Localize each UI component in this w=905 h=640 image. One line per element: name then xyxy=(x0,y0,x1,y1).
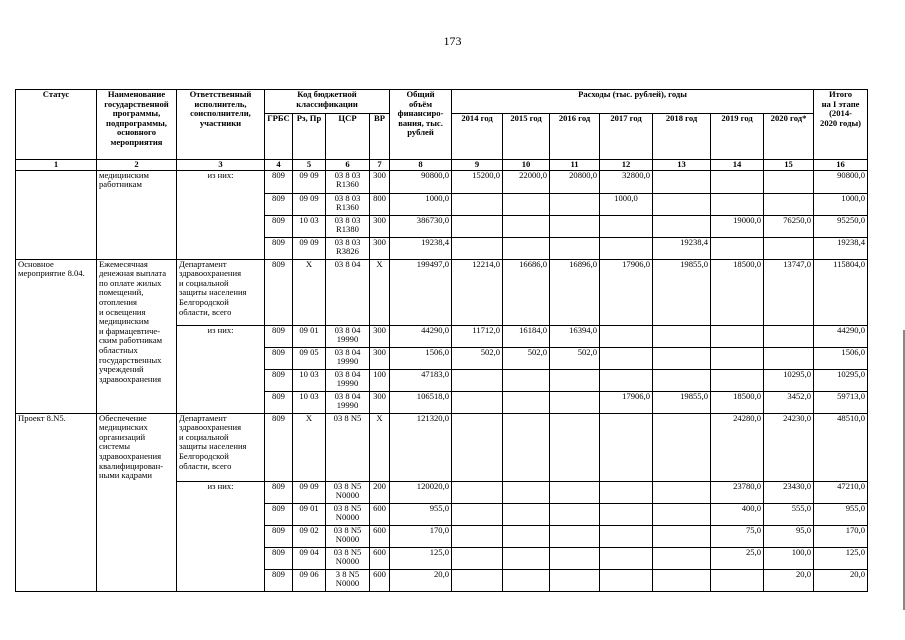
vr-cell: 300 xyxy=(370,391,390,413)
page-number: 173 xyxy=(443,34,462,48)
y2014-cell: 15200,0 xyxy=(452,170,503,193)
vr-cell: Х xyxy=(370,259,390,325)
y2018-cell xyxy=(653,193,711,215)
y2018-cell xyxy=(653,215,711,237)
y2017-cell xyxy=(600,525,653,547)
header-year-2015: 2015 год xyxy=(503,114,550,160)
grbs-cell: 809 xyxy=(265,215,293,237)
y2019-cell xyxy=(711,237,764,259)
header-year-2016: 2016 год xyxy=(550,114,600,160)
y2014-cell xyxy=(452,525,503,547)
budget-table xyxy=(15,89,868,592)
vr-cell: Х xyxy=(370,413,390,481)
grbs-cell: 809 xyxy=(265,193,293,215)
executor-cell: Департамент здравоохранения и социальной защиты населения Белгородской области, всего xyxy=(177,413,265,481)
total-cell: 106518,0 xyxy=(390,391,452,413)
col-num: 3 xyxy=(177,160,265,171)
grbs-cell: 809 xyxy=(265,413,293,481)
col-num: 9 xyxy=(452,160,503,171)
grbs-cell: 809 xyxy=(265,237,293,259)
header-status: Статус xyxy=(16,90,97,160)
y2015-cell xyxy=(503,391,550,413)
csr-cell: 03 8 04 19990 xyxy=(326,369,370,391)
y2015-cell xyxy=(503,369,550,391)
grbs-cell: 809 xyxy=(265,503,293,525)
rz-cell: 09 09 xyxy=(293,481,326,503)
y2018-cell xyxy=(653,369,711,391)
y2020-cell xyxy=(764,325,814,347)
y2014-cell xyxy=(452,569,503,591)
y2015-cell xyxy=(503,193,550,215)
y2019-cell: 18500,0 xyxy=(711,259,764,325)
vr-cell: 600 xyxy=(370,503,390,525)
header-csr: ЦСР xyxy=(326,114,370,160)
executor-cell: из них: xyxy=(177,170,265,259)
y2017-cell xyxy=(600,369,653,391)
header-year-2014: 2014 год xyxy=(452,114,503,160)
y2016-cell: 20800,0 xyxy=(550,170,600,193)
section-measure-8-04 xyxy=(16,259,868,413)
vr-cell: 300 xyxy=(370,215,390,237)
y2016-cell xyxy=(550,547,600,569)
y2014-cell xyxy=(452,481,503,503)
grbs-cell: 809 xyxy=(265,391,293,413)
y2018-cell: 19855,0 xyxy=(653,391,711,413)
y2016-cell xyxy=(550,193,600,215)
csr-cell: 03 8 N5 xyxy=(326,413,370,481)
vr-cell: 300 xyxy=(370,347,390,369)
y2020-cell xyxy=(764,193,814,215)
col-num: 2 xyxy=(97,160,177,171)
rz-cell: Х xyxy=(293,413,326,481)
y2016-cell: 16394,0 xyxy=(550,325,600,347)
sum-cell: 19238,4 xyxy=(814,237,868,259)
y2017-cell xyxy=(600,413,653,481)
col-num: 1 xyxy=(16,160,97,171)
y2019-cell: 18500,0 xyxy=(711,391,764,413)
y2018-cell xyxy=(653,481,711,503)
sum-cell: 95250,0 xyxy=(814,215,868,237)
y2014-cell xyxy=(452,215,503,237)
col-num: 7 xyxy=(370,160,390,171)
sum-cell: 48510,0 xyxy=(814,413,868,481)
y2014-cell xyxy=(452,369,503,391)
y2015-cell xyxy=(503,503,550,525)
y2018-cell xyxy=(653,170,711,193)
y2014-cell xyxy=(452,391,503,413)
y2018-cell: 19855,0 xyxy=(653,259,711,325)
y2015-cell xyxy=(503,547,550,569)
vr-cell: 300 xyxy=(370,170,390,193)
grbs-cell: 809 xyxy=(265,325,293,347)
total-cell: 955,0 xyxy=(390,503,452,525)
csr-cell: 03 8 N5 N0000 xyxy=(326,547,370,569)
y2015-cell xyxy=(503,569,550,591)
header-grbs: ГРБС xyxy=(265,114,293,160)
y2017-cell xyxy=(600,347,653,369)
grbs-cell: 809 xyxy=(265,547,293,569)
header-budget-code: Код бюджетной классификации xyxy=(265,90,390,114)
y2019-cell xyxy=(711,325,764,347)
y2016-cell xyxy=(550,503,600,525)
y2017-cell xyxy=(600,547,653,569)
header-rz-pr: Рз, Пр xyxy=(293,114,326,160)
csr-cell: 03 8 N5 N0000 xyxy=(326,525,370,547)
y2018-cell xyxy=(653,325,711,347)
y2014-cell: 502,0 xyxy=(452,347,503,369)
y2015-cell: 22000,0 xyxy=(503,170,550,193)
y2019-cell: 25,0 xyxy=(711,547,764,569)
y2018-cell xyxy=(653,569,711,591)
y2020-cell xyxy=(764,170,814,193)
grbs-cell: 809 xyxy=(265,569,293,591)
y2017-cell xyxy=(600,237,653,259)
column-number-row xyxy=(16,160,868,171)
col-num: 5 xyxy=(293,160,326,171)
y2020-cell: 20,0 xyxy=(764,569,814,591)
total-cell: 199497,0 xyxy=(390,259,452,325)
header-name: Наименование государственной программы, подпрограммы, основного мероприятия xyxy=(97,90,177,160)
csr-cell: 03 8 04 19990 xyxy=(326,391,370,413)
sum-cell: 47210,0 xyxy=(814,481,868,503)
y2019-cell: 400,0 xyxy=(711,503,764,525)
y2015-cell xyxy=(503,481,550,503)
grbs-cell: 809 xyxy=(265,259,293,325)
vr-cell: 600 xyxy=(370,525,390,547)
total-cell: 20,0 xyxy=(390,569,452,591)
y2019-cell: 23780,0 xyxy=(711,481,764,503)
header-executor: Ответственный исполнитель, соисполнители, участники xyxy=(177,90,265,160)
table-row xyxy=(16,170,868,193)
y2020-cell: 76250,0 xyxy=(764,215,814,237)
csr-cell: 03 8 03 R1380 xyxy=(326,215,370,237)
vr-cell: 100 xyxy=(370,369,390,391)
executor-cell: из них: xyxy=(177,481,265,591)
y2017-cell xyxy=(600,481,653,503)
y2017-cell: 32800,0 xyxy=(600,170,653,193)
sum-cell: 170,0 xyxy=(814,525,868,547)
rz-cell: 10 03 xyxy=(293,369,326,391)
rz-cell: 09 01 xyxy=(293,503,326,525)
rz-cell: 10 03 xyxy=(293,391,326,413)
y2020-cell: 555,0 xyxy=(764,503,814,525)
csr-cell: 03 8 03 R1360 xyxy=(326,193,370,215)
col-num: 15 xyxy=(764,160,814,171)
y2019-cell: 19000,0 xyxy=(711,215,764,237)
y2018-cell: 19238,4 xyxy=(653,237,711,259)
y2020-cell: 100,0 xyxy=(764,547,814,569)
y2016-cell xyxy=(550,215,600,237)
y2020-cell: 13747,0 xyxy=(764,259,814,325)
col-num: 14 xyxy=(711,160,764,171)
total-cell: 170,0 xyxy=(390,525,452,547)
rz-cell: 09 09 xyxy=(293,237,326,259)
csr-cell: 03 8 03 R3826 xyxy=(326,237,370,259)
y2014-cell xyxy=(452,547,503,569)
y2014-cell: 12214,0 xyxy=(452,259,503,325)
total-cell: 19238,4 xyxy=(390,237,452,259)
sum-cell: 955,0 xyxy=(814,503,868,525)
csr-cell: 03 8 04 19990 xyxy=(326,347,370,369)
y2019-cell xyxy=(711,369,764,391)
sum-cell: 10295,0 xyxy=(814,369,868,391)
rz-cell: Х xyxy=(293,259,326,325)
y2018-cell xyxy=(653,503,711,525)
vr-cell: 800 xyxy=(370,193,390,215)
grbs-cell: 809 xyxy=(265,369,293,391)
rz-cell: 09 06 xyxy=(293,569,326,591)
total-cell: 120020,0 xyxy=(390,481,452,503)
y2014-cell xyxy=(452,413,503,481)
total-cell: 121320,0 xyxy=(390,413,452,481)
col-num: 12 xyxy=(600,160,653,171)
y2015-cell: 502,0 xyxy=(503,347,550,369)
sum-cell: 125,0 xyxy=(814,547,868,569)
sum-cell: 1000,0 xyxy=(814,193,868,215)
y2018-cell xyxy=(653,413,711,481)
vr-cell: 300 xyxy=(370,237,390,259)
y2017-cell xyxy=(600,215,653,237)
total-cell: 125,0 xyxy=(390,547,452,569)
csr-cell: 03 8 N5 N0000 xyxy=(326,481,370,503)
y2018-cell xyxy=(653,347,711,369)
csr-cell: 03 8 03 R1360 xyxy=(326,170,370,193)
rz-cell: 09 04 xyxy=(293,547,326,569)
y2019-cell xyxy=(711,170,764,193)
y2016-cell xyxy=(550,569,600,591)
y2015-cell: 16686,0 xyxy=(503,259,550,325)
vr-cell: 200 xyxy=(370,481,390,503)
y2017-cell: 17906,0 xyxy=(600,259,653,325)
y2019-cell xyxy=(711,347,764,369)
sum-cell: 115804,0 xyxy=(814,259,868,325)
y2016-cell xyxy=(550,391,600,413)
y2020-cell: 10295,0 xyxy=(764,369,814,391)
y2014-cell xyxy=(452,193,503,215)
y2016-cell: 16896,0 xyxy=(550,259,600,325)
executor-cell: Департамент здравоохранения и социальной защиты населения Белгородской области, всего xyxy=(177,259,265,325)
y2019-cell xyxy=(711,193,764,215)
y2020-cell xyxy=(764,347,814,369)
y2017-cell: 1000,0 xyxy=(600,193,653,215)
grbs-cell: 809 xyxy=(265,525,293,547)
y2016-cell xyxy=(550,237,600,259)
csr-cell: 03 8 N5 N0000 xyxy=(326,503,370,525)
y2020-cell: 24230,0 xyxy=(764,413,814,481)
rz-cell: 09 01 xyxy=(293,325,326,347)
col-num: 8 xyxy=(390,160,452,171)
sum-cell: 44290,0 xyxy=(814,325,868,347)
y2016-cell xyxy=(550,481,600,503)
col-num: 6 xyxy=(326,160,370,171)
y2020-cell: 23430,0 xyxy=(764,481,814,503)
sum-cell: 20,0 xyxy=(814,569,868,591)
grbs-cell: 809 xyxy=(265,481,293,503)
total-cell: 386730,0 xyxy=(390,215,452,237)
y2017-cell xyxy=(600,503,653,525)
y2015-cell xyxy=(503,215,550,237)
y2020-cell: 3452,0 xyxy=(764,391,814,413)
status-cell xyxy=(16,170,97,259)
total-cell: 44290,0 xyxy=(390,325,452,347)
vr-cell: 300 xyxy=(370,325,390,347)
grbs-cell: 809 xyxy=(265,347,293,369)
col-num: 13 xyxy=(653,160,711,171)
header-year-2017: 2017 год xyxy=(600,114,653,160)
header-year-2019: 2019 год xyxy=(711,114,764,160)
status-cell: Проект 8.N5. xyxy=(16,413,97,591)
y2014-cell: 11712,0 xyxy=(452,325,503,347)
y2014-cell xyxy=(452,503,503,525)
rz-cell: 09 02 xyxy=(293,525,326,547)
csr-cell: 03 8 04 xyxy=(326,259,370,325)
total-cell: 1000,0 xyxy=(390,193,452,215)
csr-cell: 3 8 N5 N0000 xyxy=(326,569,370,591)
header-year-2018: 2018 год xyxy=(653,114,711,160)
y2019-cell: 75,0 xyxy=(711,525,764,547)
y2016-cell xyxy=(550,413,600,481)
y2017-cell xyxy=(600,569,653,591)
y2016-cell xyxy=(550,525,600,547)
sum-cell: 90800,0 xyxy=(814,170,868,193)
col-num: 4 xyxy=(265,160,293,171)
y2017-cell: 17906,0 xyxy=(600,391,653,413)
header-total-volume: Общий объём финансиро- вания, тыс. рублей xyxy=(390,90,452,160)
header-vr: ВР xyxy=(370,114,390,160)
status-cell: Основное мероприятие 8.04. xyxy=(16,259,97,413)
total-cell: 1506,0 xyxy=(390,347,452,369)
col-num: 10 xyxy=(503,160,550,171)
col-num: 11 xyxy=(550,160,600,171)
name-cell: медицинским работникам xyxy=(97,170,177,259)
csr-cell: 03 8 04 19990 xyxy=(326,325,370,347)
y2015-cell xyxy=(503,237,550,259)
table-row xyxy=(16,259,868,325)
total-cell: 47183,0 xyxy=(390,369,452,391)
y2015-cell xyxy=(503,525,550,547)
table-row xyxy=(16,413,868,481)
name-cell: Обеспечение медицинских организаций системы здравоохранения квалифицирован- ными кадрами xyxy=(97,413,177,591)
y2015-cell: 16184,0 xyxy=(503,325,550,347)
header-expenses: Расходы (тыс. рублей), годы xyxy=(452,90,814,114)
col-num: 16 xyxy=(814,160,868,171)
y2018-cell xyxy=(653,547,711,569)
y2016-cell xyxy=(550,369,600,391)
name-cell: Ежемесячная денежная выплата по оплате жилых помещений, отопления и освещения медицинским и фармацевтиче- ским работникам областных государственных учреждений здравоохранения xyxy=(97,259,177,413)
grbs-cell: 809 xyxy=(265,170,293,193)
sum-cell: 1506,0 xyxy=(814,347,868,369)
y2016-cell: 502,0 xyxy=(550,347,600,369)
rz-cell: 09 05 xyxy=(293,347,326,369)
y2014-cell xyxy=(452,237,503,259)
y2018-cell xyxy=(653,525,711,547)
y2019-cell: 24280,0 xyxy=(711,413,764,481)
header-year-2020: 2020 год* xyxy=(764,114,814,160)
vr-cell: 600 xyxy=(370,569,390,591)
table-header xyxy=(16,90,868,171)
rz-cell: 09 09 xyxy=(293,170,326,193)
y2020-cell: 95,0 xyxy=(764,525,814,547)
total-cell: 90800,0 xyxy=(390,170,452,193)
header-stage-total: Итого на I этапе (2014- 2020 годы) xyxy=(814,90,868,160)
y2017-cell xyxy=(600,325,653,347)
vr-cell: 600 xyxy=(370,547,390,569)
y2020-cell xyxy=(764,237,814,259)
section-continuation xyxy=(16,170,868,259)
rz-cell: 10 03 xyxy=(293,215,326,237)
executor-cell: из них: xyxy=(177,325,265,413)
sum-cell: 59713,0 xyxy=(814,391,868,413)
rz-cell: 09 09 xyxy=(293,193,326,215)
y2015-cell xyxy=(503,413,550,481)
section-project-8-n5 xyxy=(16,413,868,591)
y2019-cell xyxy=(711,569,764,591)
